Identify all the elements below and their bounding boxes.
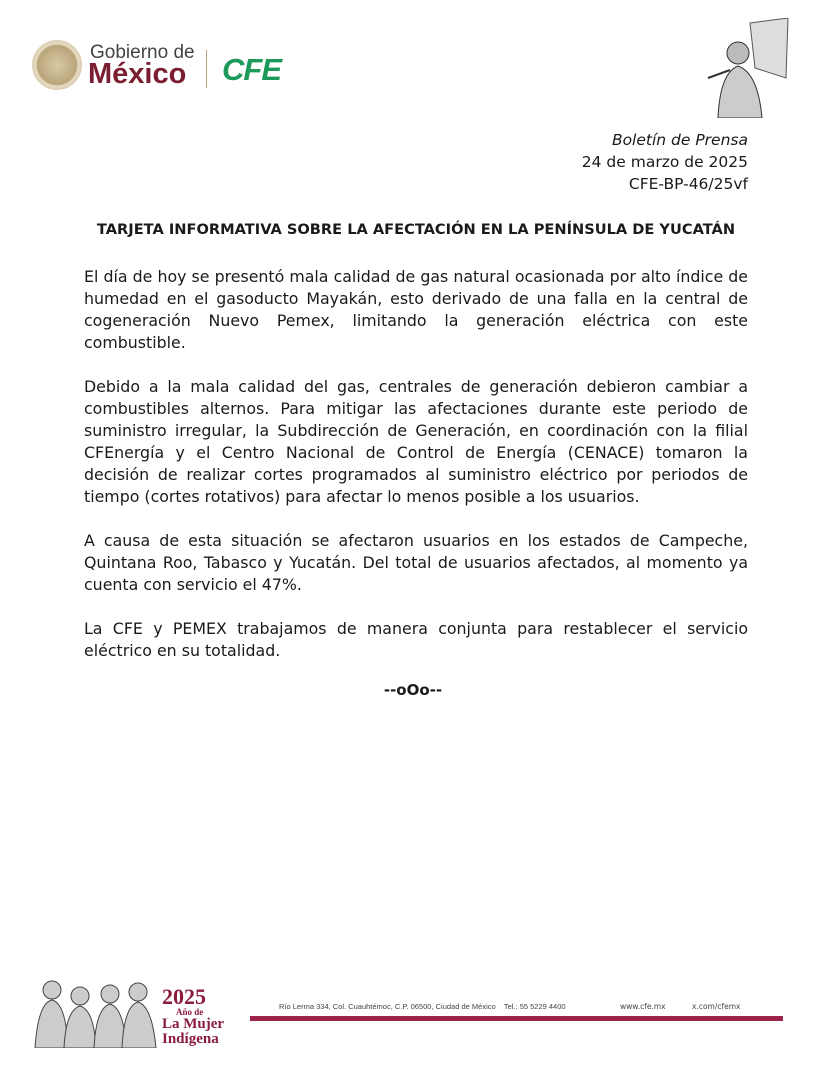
indigenous-women-illustration [30,968,160,1048]
motto-line1: La Mujer [162,1016,225,1032]
bulletin-type: Boletín de Prensa [611,131,748,149]
cfe-logo: CFE [222,52,281,87]
paragraph: Debido a la mala calidad del gas, centrales de generación debieron cambiar a combustibles alternos. Para mitigar las afectaciones durante este periodo de suministro irregular, la Subdirección de Generación, en coordinación con la filial CFEnergía y el Centro Nacional de Control de Energía (CENACE) tomaron la decisión de realizar cortes programados al suministro eléctrico por periodos de tiempo (cortes rotativos) para afectar lo menos posible a los usuarios. [84,377,748,506]
year-of-indigenous-woman-logo [162,986,224,1047]
footer-bar [250,1016,783,1021]
gobierno-logo-line2: México [88,58,187,90]
woman-with-flag-illustration [700,18,790,118]
motto-line2: Indígena [162,1031,219,1047]
logo-divider [206,50,207,88]
year-sub: Año de [176,1007,204,1017]
bulletin-date: 24 de marzo de 2025 [581,153,748,171]
footer-social-link[interactable]: x.com/cfemx [692,1002,741,1011]
footer-website-link[interactable]: www.cfe.mx [620,1002,666,1011]
paragraph: El día de hoy se presentó mala calidad de gas natural ocasionada por alto índice de humedad en el gasoducto Mayakán, esto derivado de una falla en la central de cogeneración Nuevo Pemex, limitando la generación eléctrica con este combustible. [84,267,748,352]
closing-mark: --oOo-- [383,681,443,699]
bulletin-code: CFE-BP-46/25vf [628,175,748,193]
gobierno-logo-line1: Gobierno de [90,42,195,63]
year-number: 2025 [162,984,206,1009]
mexico-coat-of-arms-seal [32,40,82,90]
document-title: TARJETA INFORMATIVA SOBRE LA AFECTACIÓN EN LA PENÍNSULA DE YUCATÁN [96,221,736,238]
paragraph: La CFE y PEMEX trabajamos de manera conjunta para restablecer el servicio eléctrico en su totalidad. [84,619,748,660]
footer-address: Río Lerma 334, Col. Cuauhtémoc, C.P. 06500, Ciudad de México Tel.: 55 5229 4400 [279,1002,566,1011]
document-body [84,266,748,684]
bulletin-meta [582,129,748,195]
paragraph: A causa de esta situación se afectaron usuarios en los estados de Campeche, Quintana Roo, Tabasco y Yucatán. Del total de usuarios afectados, al momento ya cuenta con servicio el 47%. [84,531,748,594]
